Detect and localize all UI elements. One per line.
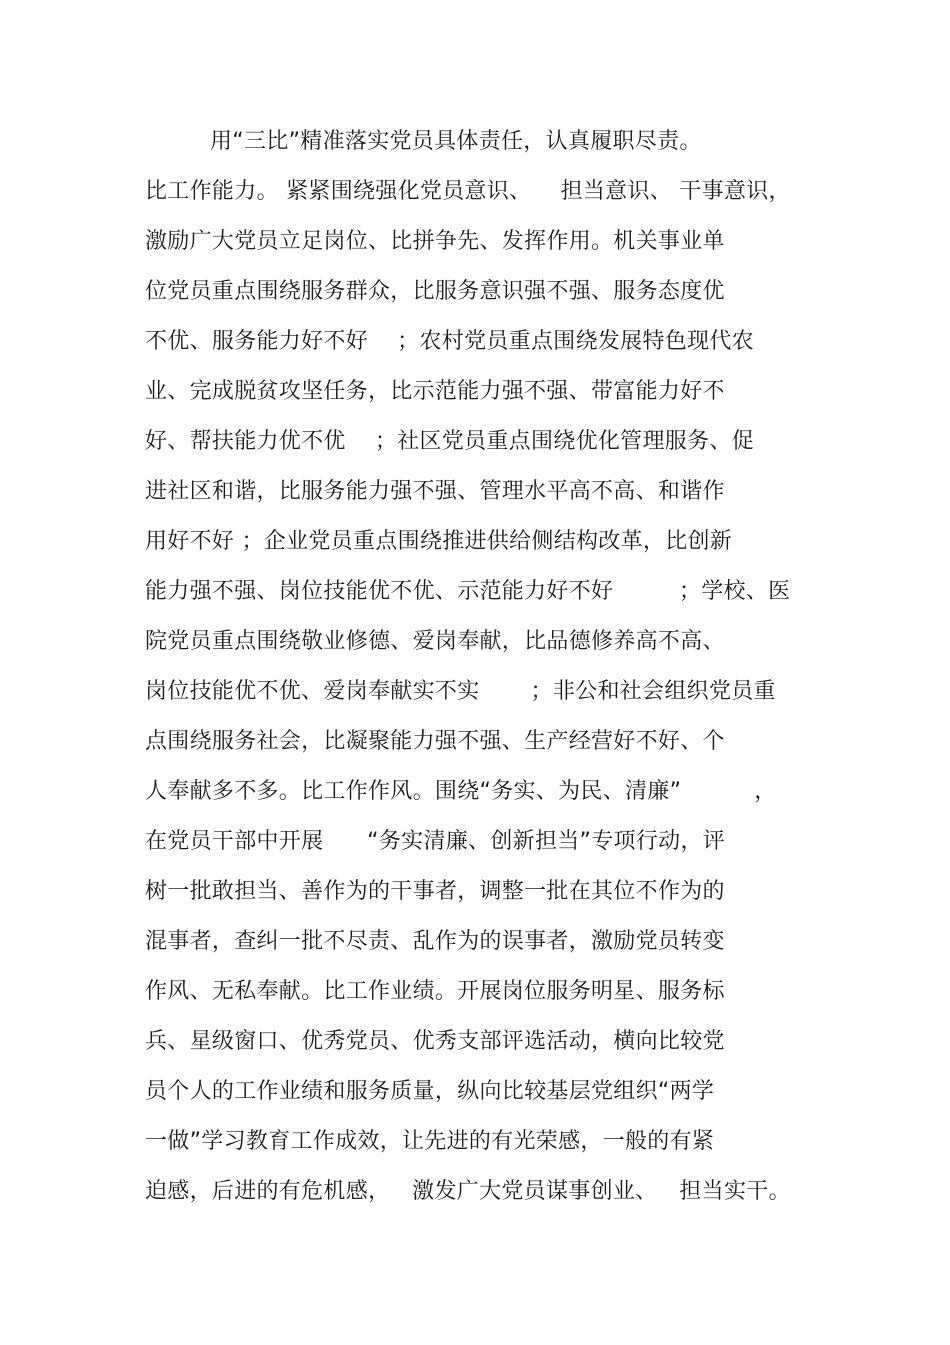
- text-line: 激励广大党员立足岗位、比拼争先、发挥作用。机关事业单: [145, 229, 725, 254]
- text-line: 树一批敢担当、善作为的干事者，调整一批在其位不作为的: [145, 879, 725, 904]
- text-line: 业、完成脱贫攻坚任务，比示范能力强不强、带富能力好不: [145, 379, 725, 404]
- text-line: 人奉献多不多。比工作作风。围绕“务实、为民、清廉” ，: [145, 779, 777, 804]
- text-line: 岗位技能优不优、爱岗奉献实不实 ；非公和社会组织党员重: [145, 679, 776, 704]
- text-line: 点围绕服务社会，比凝聚能力强不强、生产经营好不好、个: [145, 729, 725, 754]
- text-line: 进社区和谐，比服务能力强不强、管理水平高不高、和谐作: [145, 479, 725, 504]
- text-line: 比工作能力。 紧紧围绕强化党员意识、 担当意识、 干事意识，: [145, 179, 791, 204]
- text-line: 不优、服务能力好不好 ；农村党员重点围绕发展特色现代农: [145, 329, 754, 354]
- paragraph-heading: 用“三比”精准落实党员具体责任，认真履职尽责。: [210, 129, 702, 154]
- text-line: 作风、无私奉献。比工作业绩。开展岗位服务明星、服务标: [145, 979, 725, 1004]
- text-line: 一做”学习教育工作成效，让先进的有光荣感，一般的有紧: [145, 1129, 715, 1154]
- text-line: 混事者，查纠一批不尽责、乱作为的误事者，激励党员转变: [145, 929, 725, 954]
- text-line: 用好不好 ；企业党员重点围绕推进供给侧结构改革，比创新: [145, 529, 733, 554]
- text-line: 员个人的工作业绩和服务质量，纵向比较基层党组织“两学: [145, 1079, 715, 1104]
- text-line: 院党员重点围绕敬业修德、爱岗奉献，比品德修养高不高、: [145, 629, 725, 654]
- text-line: 好、帮扶能力优不优 ；社区党员重点围绕优化管理服务、促: [145, 429, 754, 454]
- text-line: 能力强不强、岗位技能优不优、示范能力好不好 ；学校、医: [145, 579, 791, 604]
- text-line: 在党员干部中开展 “务实清廉、创新担当”专项行动，评: [145, 829, 726, 854]
- text-line: 兵、星级窗口、优秀党员、优秀支部评选活动，横向比较党: [145, 1029, 725, 1054]
- text-line: 位党员重点围绕服务群众，比服务意识强不强、服务态度优: [145, 279, 725, 304]
- text-line: 迫感，后进的有危机感， 激发广大党员谋事创业、 担当实干。: [145, 1179, 791, 1204]
